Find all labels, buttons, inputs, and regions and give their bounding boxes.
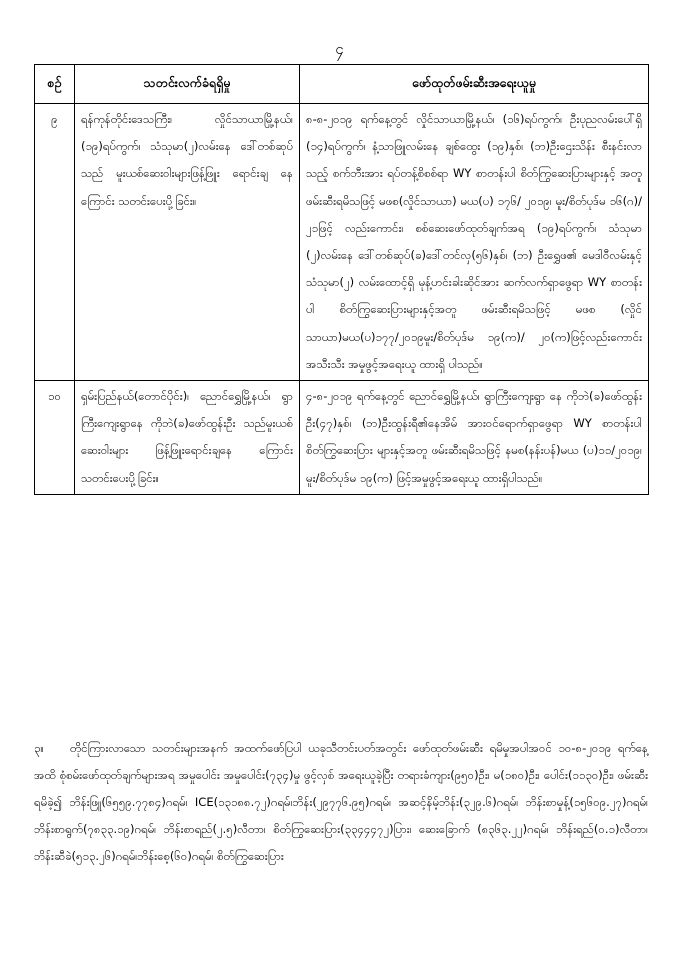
row-serial-number: ၉	[35, 104, 75, 381]
paragraph-text: တိုင်ကြားလာသော သတင်းများအနက် အထက်ဖော်ပြပါ ယခုသီတင်းပတ်အတွင်း ဖော်ထုတ်ဖမ်းဆီး ရမိမှုအပါအဝင် ၁၀-၈-၂၀၁၉ ရက်နေ့အထိ စုံစမ်းဖော်ထုတ်ချက်များအရ အမှုပေါင်း အမှုပေါင်း(၇၃၄)မှု ဖွင့်လှစ် အရေးယူခဲ့ပြီး တရားခံကျား(၉၅၀)ဦး၊ မ(၁၈၀)ဦး၊ ပေါင်း(၁၁၃၀)ဦး၊ ဖမ်းဆီးရမိခဲ့၍ ဘိန်းဖြူ(၆၅၅၉.၇၇၈၄)ဂရမ်၊ ICE(၁၃၁၈၈.၇၂)ဂရမ်၊ဘိန်း(၂၉၇၇၆.၉၅)ဂရမ်၊ အဆင့်နိမ့်ဘိန်း(၃၂၉.၆)ဂရမ်၊ ဘိန်းစာမှုန့်(၁၅၆၀၉.၂၇)ဂရမ်၊ ဘိန်းစာရွက်(၇၈၃၃.၁၉)ဂရမ်၊ ဘိန်းစာရည်(၂.၅)လီတာ၊ စိတ်ကြွဆေးပြား(၃၃၄၄၄၇၂)ပြား၊ ဆေးခြောက် (၈၃၆၃.၂၂)ဂရမ်၊ ဘိန်းရည်(၀.၁)လီတာ၊ ဘိန်းဆီခဲ(၅၁၃.၂၆)ဂရမ်၊ဘိန်းစေ့(၆၀)ဂရမ်၊ စိတ်ကြွဆေးပြား	[34, 741, 648, 863]
column-header-information-received: သတင်းလက်ခံရရှိမှု	[75, 65, 300, 104]
column-header-action-taken: ဖော်ထုတ်ဖမ်းဆီးအရေးယူမှု	[300, 65, 649, 104]
report-table	[34, 64, 649, 495]
table-row	[35, 104, 649, 381]
row-information-received: ရန်ကုန်တိုင်းဒေသကြီး၊ လှိုင်သာယာမြို့နယ်၊ (၁၉)ရပ်ကွက်၊ သံသုမာ(၂)လမ်းနေ ဒေါ်တစ်ဆုပ် သည် မူးယစ်ဆေးဝါးများဖြန့်ဖြူး ရောင်းချ နေကြောင်း သတင်းပေးပို့ခြင်း။	[75, 104, 300, 381]
row-action-taken: ၈-၈-၂၀၁၉ ရက်နေ့တွင် လှိုင်သာယာမြို့နယ်၊ (၁၆)ရပ်ကွက်၊ ဦးပုညလမ်းပေါ်ရှိ (၁၄)ရပ်ကွက်၊ နံ့သာဖြူလမ်းနေ ချစ်ထွေး (၁၉)နှစ်၊ (ဘ)ဦးဌေးသိန်း စီးနင်းလာသည့် စက်ဘီးအား ရပ်တန့်စိစစ်ရာ WY စာတန်းပါ စိတ်ကြွဆေးပြားများနှင့် အတူ ဖမ်းဆီးရမိသဖြင့် မဖစ(လှိုင်သာယာ) မယ(ပ) ၁၇၆/ ၂၀၁၉၊ မူး/စိတ်ပုဒ်မ ၁၆(ဂ)/၂၁ဖြင့် လည်းကောင်း၊ စစ်ဆေးဖော်ထုတ်ချက်အရ (၁၉)ရပ်ကွက်၊ သံသုမာ (၂)လမ်းနေ ဒေါ်တစ်ဆုပ်(ခ)ဒေါ်တင်လှ(၅၆)နှစ်၊ (ဘ) ဦးရွှေဖ၏ မေဒါဝီလမ်းနှင့် သံသုမာ(၂) လမ်းထောင့်ရှိ မုန့်ဟင်းခါးဆိုင်အား ဆက်လက်ရှာဖွေရာ WY စာတန်းပါ စိတ်ကြွဆေးပြားများနှင့်အတူ ဖမ်းဆီးရမိသဖြင့် မဖစ (လှိုင်သာယာ)မယ(ပ)၁၇၇/၂၀၁၉မူး/စိတ်ပုဒ်မ ၁၉(က)/ ၂၀(က)ဖြင့်လည်းကောင်း အသီးသီး အမှုဖွင့်အရေးယူ ထားရှိ ပါသည်။	[300, 104, 649, 381]
row-information-received: ရှမ်းပြည်နယ်(တောင်ပိုင်း)၊ ညောင်ရွှေမြို့နယ်၊ ရွာကြီးကျေးရွာနေ ကိုဘဲ(ခ)ဖော်ထွန်းဦး သည်မူးယစ်ဆေးဝါးများ ဖြန့်ဖြူးရောင်းချနေ ကြောင်း သတင်းပေးပို့ခြင်း။	[75, 381, 300, 495]
table-header-row	[35, 65, 649, 104]
row-action-taken: ၄-၈-၂၀၁၉ ရက်နေ့တွင် ညောင်ရွှေမြို့နယ်၊ ရွာကြီးကျေးရွာ နေ ကိုဘဲ(ခ)ဖော်ထွန်းဦး(၄၇)နှစ်၊ (ဘ)ဦးထွန်းရီ၏နေအိမ် အားဝင်ရောက်ရှာဖွေရာ WY စာတန်းပါ စိတ်ကြွဆေးပြား များနှင့်အတူ ဖမ်းဆီးရမိသဖြင့် နမစ(နန်းပန်)မယ (ပ)၁၁/၂၀၁၉၊ မူး/စိတ်ပုဒ်မ ၁၉(က) ဖြင့်အမှုဖွင့်အရေးယူ ထားရှိပါသည်။	[300, 381, 649, 495]
table-row	[35, 381, 649, 495]
paragraph-number: ၃။	[34, 741, 44, 755]
row-serial-number: ၁၀	[35, 381, 75, 495]
summary-paragraph	[34, 735, 648, 870]
column-header-serial: စဉ်	[35, 65, 75, 104]
page-number: ၄	[335, 40, 344, 58]
